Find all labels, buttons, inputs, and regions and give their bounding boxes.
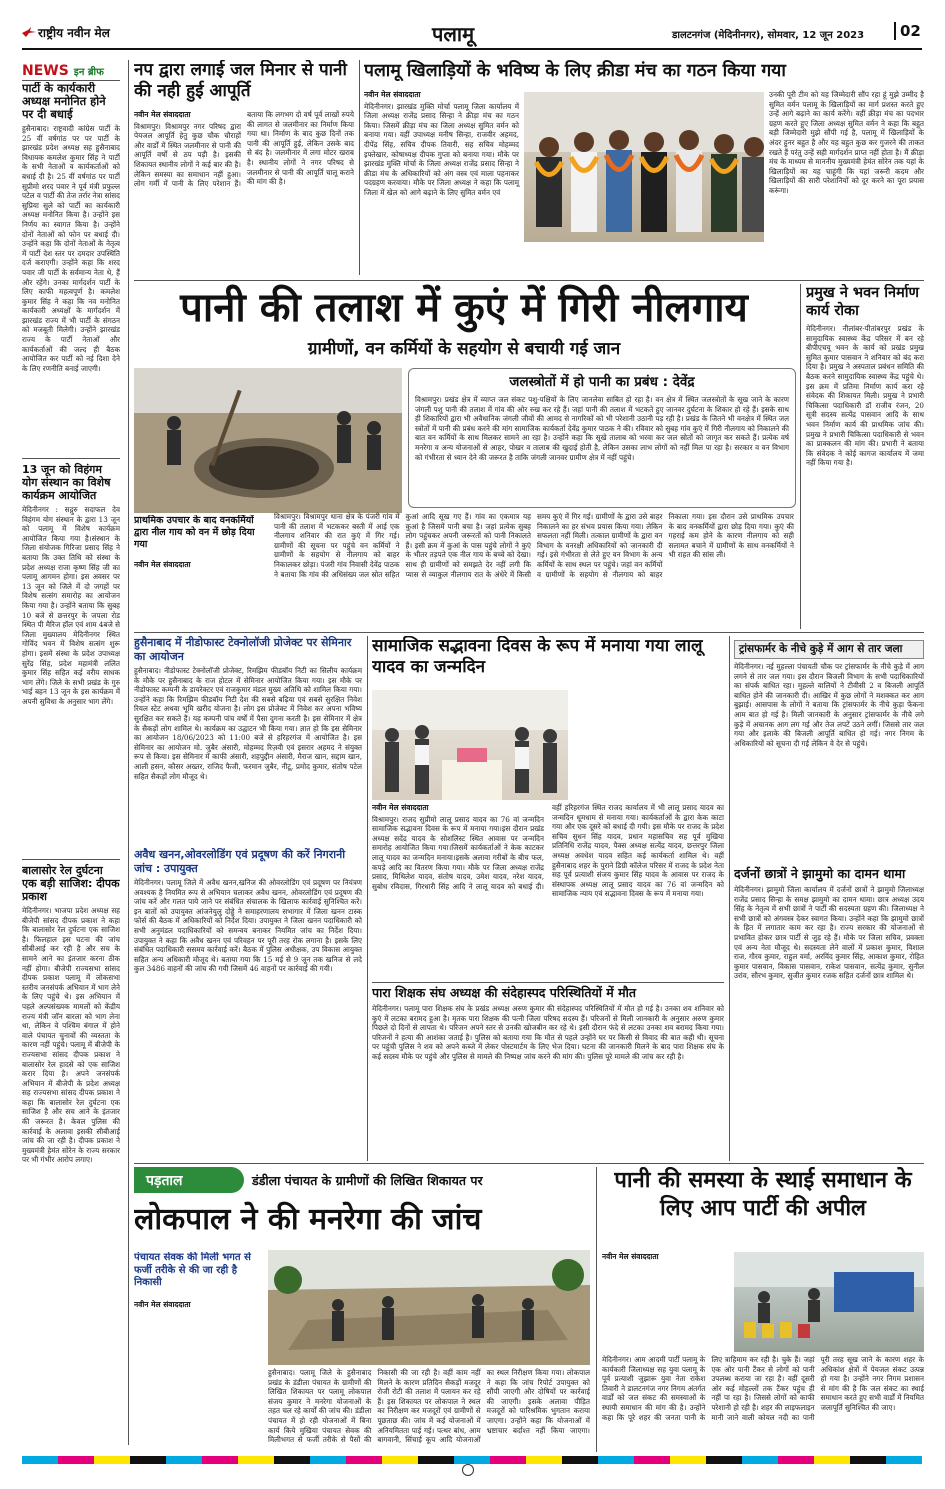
padtal-banner bbox=[134, 1167, 592, 1195]
brief-body-ncp: हुसैनाबाद। राष्ट्रवादी कांग्रेस पार्टी के 25 वीं वर्षगांठ पर पर पार्टी के झारखंड प्रदेश अध्यक्ष सह हुसैनाबाद विधायक कमलेश कुमार सिंह ने पार्टी के सभी नेताओं व कार्यकर्ताओं को बधाई दी है। 25 वीं वर्षगांठ पर पार्टी सुप्रीमो शरद पवार ने पूर्व मंत्री प्रफुल्ल पटेल व पार्टी की तेज तर्रार नेत्रा सांसद सुप्रिया सुले को पार्टी का कार्यकारी अध्यक्ष मनोनित किया है। उन्होंने इस निर्णय का स्वागत किया है। उन्होंने दोनों नेताओं को फोन पर बधाई दी। उन्होंने कहा कि दोनों नेताओं के नेतृत्व में पार्टी देश स्तर पर दमदार उपस्थिति दर्ज कराएगी। उन्होंने कहा कि शरद पवार जी पार्टी के सर्वमान्य नेता थे, हैं और रहेंगे। उनका मार्गदर्शन पार्टी के लिए काफी महत्वपूर्ण है। कमलेश कुमार सिंह ने कहा कि नव मनोनित कार्यकारी अध्यक्षों के मार्गदर्शन में झारखंड राज्य में भी पार्टी के संगठन को मजबूती मिलेगी। उन्होंने झारखंड राज्य के पार्टी नेताओं और कार्यकर्ताओं की जल्द ही बैठक आयोजित कर पार्टी को नई दिशा देने के लिए रणनीति बनाई जाएगी। bbox=[22, 124, 120, 373]
story-transformer bbox=[734, 640, 924, 1160]
well-rescue-photo bbox=[134, 368, 402, 513]
headline: सामाजिक सद्भावना दिवस के रूप में मनाया गया लालू यादव का जन्मदिन bbox=[372, 636, 703, 677]
brief-headline-balasore: बालासोर रेल दुर्घटना एक बड़ी साजिश: दीपक प्रकाश bbox=[22, 864, 120, 903]
column-rule bbox=[596, 1167, 597, 1452]
print-color-bar bbox=[22, 1456, 922, 1464]
masthead bbox=[22, 18, 922, 50]
bird-logo-icon bbox=[22, 27, 36, 37]
column-rule bbox=[367, 636, 368, 1161]
lead-subhead: ग्रामीणों, वन कर्मियों के सहयोग से बचायी गई जान bbox=[307, 339, 621, 359]
divider bbox=[134, 632, 924, 633]
headline: पारा शिक्षक संघ अध्यक्ष की संदेहास्पद परिस्थितियों में मौत bbox=[372, 985, 636, 1000]
headline-jmm: दर्जनों छात्रों ने झामुमो का दामन थामा bbox=[734, 866, 906, 881]
story-aap-header bbox=[602, 1167, 924, 1249]
story-body-jmm: मेदिनीनगर। झामुमो जिला कार्यालय में दर्जनों छात्रों ने झामुमो जिलाध्यक्ष राजेंद्र प्रसाद सिन्हा के समक्ष झामुमो का दामन थामा। छात्र अध्यक्ष उदय सिंह के नेतृत्व में सभी छात्रों ने पार्टी की सदस्यता ग्रहण की। जिलाध्यक्ष ने सभी छात्रों को अंगवस्त्र देकर स्वागत किया। उन्होंने कहा कि झामुमो छात्रों के हित में लगातार काम कर रहा है। राज्य सरकार की योजनाओं से प्रभावित होकर छात्र पार्टी से जुड़ रहे हैं। मौके पर जिला सचिव, प्रवक्ता एवं अन्य नेता मौजूद थे। सदस्यता लेने वालों में प्रकाश कुमार, विशाल राज, गौरव कुमार, राहुल वर्मा, अरविंद कुमार सिंह, आकाश कुमार, रोहित कुमार पासवान, विकास पासवान, राकेश पासवान, सत्येंद्र कुमार, सुनील उरांव, सौरभ कुमार, सुजीत कुमार रजक सहित दर्जनों छात्र शामिल थे। bbox=[734, 885, 924, 981]
story-body: मेदिनीनगर। नई मुहल्ला पंचायती चौक पर ट्रांसफार्मर के नीचे कुड़े में आग लगने से तार जल गया। इस दौरान बिजली विभाग के सभी पदाधिकारियों का संपर्क बाधित रहा। मुहल्ले वालियों ने टीवीसी 2 व बिजली आपूर्ति बाधित होने की जानकारी दी। आखिर में कुछ लोगों ने मशक्कत कर आग बुझाई। आसपास के लोगों ने बताया कि ट्रांसफार्मर के नीचे कुड़ा फेंकना आम बात हो गई है। मिली जानकारी के अनुसार ट्रांसफार्मर के नीचे लगे कुड़े में अचानक आग लग गई और तेज लपटें उठने लगीं। जिससे तार जल गया और इलाके की बिजली आपूर्ति बाधित हो गई। नगर निगम के अधिकारियों को सूचना दी गई लेकिन वे देर से पहुंचे। bbox=[734, 662, 924, 748]
body-text: विश्रामपुर। विश्रामपुर नगर परिषद द्वारा पेयजल आपूर्ति हेतु कुछ चौक चौराहों और वार्डों में स्थित जलमीनार से पानी की आपूर्ति वर्षों से ठप पड़ी है। इसकी शिकायत स्थानीय लोगों ने कई बार की है। लेकिन समस्या का समाधान नहीं हुआ। लोग गर्मी में पानी के लिए परेशान हैं। बताया कि लगभग दो वर्ष पूर्व लाखों रुपये की लागत से जलमीनार का निर्माण किया गया था। निर्माण के बाद कुछ दिनों तक पानी की आपूर्ति हुई, लेकिन उसके बाद से बंद है। जलमीनार में लगा मोटर खराब है। स्थानीय लोगों ने नगर परिषद से जलमीनार से पानी की आपूर्ति चालू कराने की मांग की है। bbox=[134, 110, 354, 189]
birthday-photo bbox=[372, 690, 568, 800]
brief-headline-vihangam: 13 जून को विहंगम योग संस्थान का विशेष कार्यक्रम आयोजित bbox=[22, 463, 111, 502]
lalu-body bbox=[372, 803, 724, 981]
manrega-site-photo-art bbox=[268, 1250, 590, 1365]
lalu-side-text bbox=[572, 640, 724, 830]
box-body: विश्रामपुर। प्रखंड क्षेत्र में व्याप्त जल संकट पशु-पक्षियों के लिए जानलेवा साबित हो रहा है। वन क्षेत्र में स्थित जलस्त्रोतों के सूख जाने के कारण जंगली पशु पानी की तलाश में गांव की ओर रुख कर रहे हैं। जहां पानी की तलाश में भटकते हुए जानवर दुर्घटना के शिकार हो रहे हैं। इसके साथ ही शिकारियों द्वारा भी अवैधानिक जंगली जीवों की आमद से नागरिकों को भी परेशानी उठानी पड़ रही है। प्रखंड के जितने भी वनक्षेत्र में स्थित जल स्त्रोतों में पानी की प्रबंध करने की मांग सामाजिक कार्यकर्ता देवेंद्र कुमार पाठक ने की। रविवार को सुबह गांव कुएं में गिरी नीलगाय को निकालने की बात वन कर्मियों के साथ मिलकर सामने आ रहा है। उन्होंने कहा कि सूखे तालाब को भरवा कर जल स्रोतों को जागृत कर सकते हैं। प्रत्येक वर्ष मनरेगा व अन्य योजनाओं से आहर, पोखर व तालाब की खुदाई होती है, लेकिन उसका लाभ लोगों को नहीं मिल पा रहा है। सरकार व वन विभाग को गंभीरता से ध्यान देने की जरूरत है ताकि जंगली जानवर ग्रामीण क्षेत्र में नहीं पहुंचे। bbox=[415, 395, 789, 462]
lokpal-body: हुसैनाबाद। पलामू जिले के हुसैनाबाद प्रखंड के डंडीला पंचायत के ग्रामीणों की लिखित शिकायत पर पलामू लोकपाल संजय कुमार ने मनरेगा योजनाओं के तहत चल रहे कार्यों की जांच की। डंडीला पंचायत में हो रही योजनाओं में बिना कार्य किये मुखिया पंचायत सेवक की मिलीभगत से फर्जी तरीके से पैसों की निकासी की जा रही है। वहीं काम नहीं मिलने के कारण प्रतिदिन सैकड़ों मजदूर रोजी रोटी की तलाश में पलायन कर रहे हैं। इस शिकायत पर लोकपाल ने स्थल का निरीक्षण कर मजदूरों एवं ग्रामीणों से पूछताछ की। जांच में कई योजनाओं में अनियमितता पाई गई। पत्थर बांध, आम बागवानी, सिंचाई कूप आदि योजनाओं का स्थल निरीक्षण किया गया। लोकपाल ने कहा कि जांच रिपोर्ट उपायुक्त को सौंपी जाएगी और दोषियों पर कार्रवाई की जाएगी। इसके अलावा पीड़ित मजदूरों को पारिश्रमिक भुगतान कराया जाएगा। उन्होंने कहा कि योजनाओं में भ्रष्टाचार बर्दाश्त नहीं किया जाएगा। bbox=[268, 1368, 590, 1445]
lead-photo-caption: प्राथमिक उपचार के बाद वनकर्मियों द्वारा नील गाय को वन में छोड़ दिया गया bbox=[134, 515, 255, 550]
newspaper-logo bbox=[22, 24, 110, 41]
story-body: मेदिनीनगर। नीलांबर-पीतांबरपुर प्रखंड के सामुदायिक स्वास्थ्य केंद्र परिसर में बन रहे बीपीएचयू भवन के कार्य को प्रखंड प्रमुख सुमित कुमार पासवान ने शनिवार को बंद करा दिया है। प्रमुख ने अस्पताल प्रबंधन समिति की बैठक करने सामुदायिक स्वास्थ्य केंद्र पहुंचे थे। इस क्रम में प्रतिमा निर्माण कार्य करा रहे संवेदक की शिकायत मिली। प्रमुख ने प्रभारी चिकित्सा पदाधिकारी डॉ राजीव रंजन, 20 सूत्री सदस्य सत्येंद्र पासवान आदि के साथ भवन निर्माण कार्य की प्राथमिक जांच की। प्रमुख ने प्रभारी चिकित्सा पदाधिकारी से भवन का प्राक्कलन की मांग की। प्रभारी ने बताया कि संवेदक ने कोई कागज कार्यालय में जमा नहीं किया गया है। bbox=[806, 324, 924, 468]
lokpal-subheadline: पंचायत सेवक की मिली भगत से फर्जी तरीके से की जा रही है निकासी bbox=[134, 1252, 251, 1288]
byline: नवीन मेल संवाददाता bbox=[602, 1252, 659, 1261]
body-text: मेदिनीनगर। झारखंड मुक्ति मोर्चा पलामू जिला कार्यालय में जिला अध्यक्ष राजेंद्र प्रसाद सिन्हा ने क्रीड़ा मंच का गठन किया। जिसमें क्रीड़ा मंच का जिला अध्यक्ष सुमित वर्मन को बनाया गया। वहीं उपाध्यक्ष मनीष सिन्हा, राजवीर अहमद, दीपेंद्र सिंह, सचिव दीपक तिवारी, सह सचिव मोहम्मद इफ्तेखार, कोषाध्यक्ष दीपक गुप्ता को बनाया गया। मौके पर झारखंड मुक्ति मोर्चा के जिला अध्यक्ष राजेंद्र प्रसाद सिन्हा ने क्रीडा मंच के अधिकारियों को अंग वस्त्र एवं माला पहनाकर पदग्रहण करवाया। मौके पर जिला अध्यक्ष ने कहा कि पलामू जिला में खेल को आगे बढ़ाने के लिए सुमित वर्मन एवं bbox=[364, 101, 519, 197]
lokpal-body-start bbox=[134, 1300, 264, 1450]
column-rule bbox=[359, 60, 360, 275]
story-body bbox=[134, 110, 354, 270]
byline: नवीन मेल संवाददाता bbox=[134, 1300, 191, 1309]
headline: प्रमुख ने भवन निर्माण कार्य रोका bbox=[806, 285, 919, 319]
lokpal-big-headline: लोकपाल ने की मनरेगा की जांच bbox=[134, 1202, 482, 1237]
column-rule bbox=[800, 284, 801, 629]
divider bbox=[134, 1163, 924, 1164]
story-body: मेदिनीनगर। पलामू पारा शिक्षक संघ के प्रखंड अध्यक्ष अरुण कुमार की संदेहास्पद परिस्थितियों में मौत हो गई है। उनका शव शनिवार को कुएं में लटका बरामद हुआ है। मृतक पारा शिक्षक की पत्नी जिला परिषद सदस्य हैं। परिजनों से मिली जानकारी के अनुसार अरुण कुमार पिछले दो दिनों से लापता थे। परिजन अपने स्तर से उनकी खोजबीन कर रहे थे। इसी दौरान फंदे से लटका उनका शव बरामद किया गया। परिजनों ने हत्या की आशंका जताई है। पुलिस को बताया गया कि मौत से पहले उन्होंने घर पर किसी से विवाद की बात कही थी। सूचना पर पहुंची पुलिस ने शव को अपने कब्जे में लेकर पोस्टमार्टम के लिए भेज दिया। घटना की जानकारी मिलने के बाद पारा शिक्षक संघ के कई सदस्य मौके पर पहुंचे और पुलिस से मामले की निष्पक्ष जांच करने की मांग की। पुलिस पूरे मामले की जांच कर रही है। bbox=[372, 1004, 724, 1061]
headline: अवैध खनन,ओवरलोडिंग एवं प्रदूषण की करें निगरानी जांच : उपायुक्त bbox=[134, 848, 346, 875]
players-group-photo bbox=[524, 92, 764, 242]
manrega-site-photo bbox=[268, 1250, 590, 1365]
box-devendra bbox=[408, 368, 796, 508]
story-para-teacher bbox=[372, 985, 724, 1160]
column-rule bbox=[729, 636, 730, 1161]
brief-body-vihangam: मेदिनीनगर : सद्गुरु सदाफल देव विहंगम योग संस्थान के द्वारा 13 जून को पलामू में विशेष कार्यक्रम आयोजित किया गया है।संस्थान के जिला संयोजक गिरिजा प्रसाद सिंह ने बताया कि उक्त तिथि को संस्था के प्रदेश अध्यक्ष राजा कृष्ण सिंह जी का पलामू आगमन होगा। इस अवसर पर 13 जून को जिले में दो जगहों पर विशेष सत्संग समारोह का आयोजन किया गया है। उन्होंने बताया कि सुबह 10 बजे से छत्तरपुर के जपला रोड स्थित पी मैरिज हॉल एवं शाम 4बजे से जिला मुख्यालय मेदिनीनगर स्थित गोविंद भवन में विशेष सत्संग शुरू होगा। इसमें संस्था के प्रदेश उपाध्यक्ष सुरेंद्र सिंह, प्रदेश महामंत्री ललित कुमार सिंह सहित कई वरीय साधक भाग लेंगे। जिले के सभी प्रखंड के गुरु भाई बहन 13 जून के इस कार्यक्रम में अपनी सुविधा के अनुसार भाग लेंगे। bbox=[22, 505, 120, 706]
aap-body bbox=[602, 1300, 924, 1450]
brief-headline-ncp: पार्टी के कार्यकारी अध्यक्ष मनोनित होने पर दी बधाई bbox=[22, 82, 106, 121]
story-jal-minar bbox=[134, 60, 354, 275]
body-text: विश्रामपुर। राजद सुप्रीमो लालू प्रसाद यादव का 76 वां जन्मदिन सामाजिक सद्भावना दिवस के रूप में मनाया गया।इस दौरान प्रखंड अध्यक्ष सदेंद्र यादव के सोशलिस्ट स्थित आवास पर जन्मदिन समारोह आयोजित किया गया।जिसमें कार्यकर्ताओं ने केक काटकर लालू यादव का जन्मदिन मनाया।इसके अलावा गरीबों के बीच फल, कपड़े आदि का वितरण किया गया। मौके पर जिला अध्यक्ष राजेंद्र प्रसाद, मिथिलेश यादव, संतोष यादव, उमेश यादव, नरेश यादव, सुबोध रविदास, गिरधारी सिंह आदि ने लालू यादव को बधाई दी। वहीं हरिहरगंज स्थित राजद कार्यालय में भी लालू प्रसाद यादव का जन्मदिन धूमधाम से मनाया गया। कार्यकर्ताओं के द्वारा केक काटा गया और एक दूसरे को बधाई दी गयी। इस मौके पर राजद के प्रदेश सचिव सुधन सिंह यादव, प्रधान महासचिव सह पूर्व मुखिया प्रतिनिधि राजेंद्र यादव, पैक्स अध्यक्ष सत्येंद्र यादव, छत्तरपुर जिला अध्यक्ष अवधेश यादव सहित कई कार्यकर्ता शामिल थे। वहीं हुसैनाबाद शहर के पुराने डिग्री कॉलेज परिसर में राजद के प्रदेश नेता सह पूर्व प्रत्याशी संजय कुमार सिंह यादव के आवास पर राजद के संस्थापक अध्यक्ष लालू प्रसाद यादव का 76 वां जन्मदिन को सामाजिक न्याय एवं सद्भावना दिवस के रूप में मनाया गया। bbox=[372, 803, 724, 899]
divider bbox=[372, 982, 724, 983]
story-pramukh-bhavan bbox=[806, 284, 924, 629]
edition-date: डालटनगंज (मेदिनीनगर), सोमवार, 12 जून 2023 bbox=[672, 30, 865, 41]
story-body-right: उनकी पूरी टीम को यह जिम्मेदारी सौंप रहा हूं मुझे उम्मीद है सुमित वर्मन पलामू के खिलाड़ियों का मार्ग प्रशस्त करते हुए उन्हें आगे बढ़ाने का कार्य करेंगे। वहीं क्रीड़ा मंच का पदभार ग्रहण करते हुए जिला अध्यक्ष सुमित वर्मन ने कहा कि बहुत बड़ी जिम्मेदारी मुझे सौंपी गई है, पलामू में खिलाड़ियों के अंदर हुनर बहुत है और यह बहुत कुछ कर गुजरने की ताकत रखते हैं परंतु उन्हें सही मार्गदर्शन प्राप्त नहीं होता है। मैं क्रीड़ा मंच के माध्यम से माननीय मुख्यमंत्री हेमंत सोरेन तक यहां के खिलाड़ियों का यह चाहूंगी कि यहां जरूरी कदम और खिलाड़ियों की सारी परेशानियों को दूर करने का पूरा प्रयास करूंगा। bbox=[769, 90, 924, 195]
story-body: हुसैनाबाद। नीडोफास्ट टेक्नोलॉजी प्रोजेक्ट, रिमझिम फीडबॉय निटी का सिलीय कार्यक्रम के मौके पर हुसैनाबाद के राज होटल में सेमिनार आयोजित किया गया। इस मौके पर नीडोफास्ट कम्पनी के डायरेक्टर एवं राजकुमार मंडल मुख्य अतिथि को शामिल किया गया। उन्होंने कहा कि रिमझिम फीडबॉय निटी देश की सबसे बढ़िया एवं सबसे सुरक्षित निवेश रियल स्टेट अथवा भूमि खरीद योजना है। लोग इस प्रोजेक्ट में निवेश कर अपना भविष्य सुरक्षित कर सकते हैं। यह कम्पनी पांच वर्षों में पैसा दुगना करती है। इस सेमिनार में क्षेत्र के सैकड़ों लोग शामिल थे। कार्यक्रम का उद्घाटन भी किया गया। ज्ञात हो कि इस सेमिनार का आयोजन 18/06/2023 को 11:00 बजे से हरिहरगंज में आयोजित है। इस सेमिनार का आयोजन मो. जुबैर अंसारी, मोहम्मद रिज़वी एवं इसरार अहमद ने संयुक्त रूप से किया। इस सेमिनार में काफी अंसारी, शहपुद्दीन अंसारी, मैराज खान, सद्दाम खान, आली हसन, कौसर अख्तर, राजिद फैजी, फरमान जुबैर, नीटू, प्रमोद कुमार, संतोष पटेल सहित सैकड़ों लोग मौजूद थे। bbox=[134, 666, 362, 781]
headline: हुसैनाबाद में नीडोफास्ट टेक्नोलॉजी प्रोजेक्ट पर सेमिनार का आयोजन bbox=[134, 636, 352, 663]
masthead-rule bbox=[22, 48, 922, 50]
story-seminar bbox=[134, 636, 362, 844]
byline: नवीन मेल संवाददाता bbox=[134, 110, 191, 119]
story-illegal-mining bbox=[134, 848, 362, 1136]
divider bbox=[22, 859, 120, 860]
in-brief-label: इन ब्रीफ bbox=[73, 67, 104, 78]
page-number: 02 bbox=[894, 22, 921, 40]
divider bbox=[134, 280, 924, 281]
registration-mark-icon bbox=[462, 1464, 474, 1476]
lead-story-header bbox=[134, 284, 794, 380]
padtal-label: पड़ताल bbox=[146, 1173, 183, 1189]
byline: नवीन मेल संवाददाता bbox=[364, 90, 421, 99]
lead-story-body: विश्रामपुर। विश्रामपुर थाना क्षेत्र के पंजरी गांव में पानी की तलाश में भटककर बस्ती में आई एक नीलगाय शनिवार की रात कुएं में गिर गई। ग्रामीणों की सूचना पर पहुंचे वन कर्मियों ने ग्रामीणों के सहयोग से नीलगाय को बाहर निकालकर छोड़ा। पंजरी गांव निवासी देवेंद्र पाठक ने बताया कि गांव की अधिसंख्य जल स्रोत सहित कुआं आदि सूख गए हैं। गांव का एकमात्र यह कुआं है जिसमें पानी बचा है। जहां प्रत्येक सुबह लोग पहुंचकर अपनी जरूरतों को पानी निकालते हैं। इसी क्रम में कुआं के पास पहुंचे लोगों ने कुएं के भीतर तड़पते एक नील गाय के बच्चे को देखा। साथ ही ग्रामीणों को समझते देर नहीं लगी कि प्यास से व्याकुल नीलगाय रात के अंधेरे में किसी समय कुएं में गिर गई। ग्रामीणों के द्वारा उसे बाहर निकालने का हर संभव प्रयास किया गया। लेकिन सफलता नहीं मिली। तत्काल ग्रामीणों के द्वारा वन विभाग के वनरक्षी अधिकारियों को जानकारी दी गई। इसे गंभीरता से लेते हुए वन विभाग के अन्य कर्मियों के साथ स्थल पर पहुंचे। जहां वन कर्मियों व ग्रामीणों के सहयोग से नीलगाय को बाहर निकाला गया। इस दौरान उसे प्राथमिक उपचार के बाद वनकर्मियों द्वारा छोड़ दिया गया। कुएं की गहराई कम होने के कारण नीलगाय को सही सलामत बचाने में ग्रामीणों के साथ वनकर्मियों ने भी राहत की सांस ली। bbox=[274, 512, 794, 579]
group-photo bbox=[524, 92, 764, 242]
headline: ट्रांसफार्मर के नीचे कुड़े में आग से तार जला bbox=[734, 640, 924, 659]
banner-headline: डंडीला पंचायत के ग्रामीणों की लिखित शिकायत पर bbox=[252, 1173, 483, 1188]
divider bbox=[22, 80, 120, 81]
story-krida-manch bbox=[364, 60, 924, 278]
story-body: मेदिनीनगर। पलामू जिले में अवैध खनन,खनिज की ओवरलोडिंग एवं प्रदूषण पर नियंत्रण अवश्यक है नियमित रूप से अभियान चलाकर अवैध खनन, ओवरलोडिंग एवं प्रदूषण की जांच करें और गलत पाये जाने पर संबंधित संचालक के खिलाफ कार्रवाई सुनिश्चित करें। इन बातों को उपायुक्त आंजनेयुलु दोड्डे ने समाहरणालय सभागार में जिला खनन टास्क फोर्स की बैठक में अधिकारियों को निर्देश दिया। उपायुक्त ने जिला खनन पदाधिकारी को सभी अनुमंडल पदाधिकारियों को समन्वय बनाकर नियमित जांच का निर्देश दिया। उपायुक्त ने कहा कि अवैध खनन एवं परिवहन पर पूरी तरह रोक लगाना है। इसके लिए संबंधित पदाधिकारी ससमय कार्रवाई करें। बैठक में पुलिस अधीक्षक, उप विकास आयुक्त सहित अन्य अधिकारी मौजूद थे। बताया गया कि 15 मई से 9 जून तक खनिज से लदे कुल 3486 वाहनों की जांच की गयी जिसमें 46 वाहनों पर कार्रवाई की गयी। bbox=[134, 878, 362, 974]
cake-cutting-photo-art bbox=[372, 690, 568, 800]
box-headline: जलस्त्रोतों में हो पानी का प्रबंध : देवेंद्र bbox=[509, 374, 695, 390]
divider bbox=[22, 458, 120, 459]
lead-headline: पानी की तलाश में कुएं में गिरी नीलगाय bbox=[180, 285, 748, 331]
story-body-left bbox=[364, 90, 519, 275]
page-section-name: पलामू bbox=[432, 22, 475, 46]
news-brief-tag bbox=[22, 60, 120, 80]
left-brief-column bbox=[22, 82, 120, 1452]
news-label: NEWS bbox=[22, 63, 69, 79]
brief-body-balasore: मेदिनीनगर। भाजपा प्रदेश अध्यक्ष सह बीजेपी सांसद दीपक प्रकाश ने कहा कि बालासोर रेल दुर्घटना एक साजिश है। फिलहाल इस घटना की जांच सीबीआई कर रही है और सच के सामने आने का इंतजार करना ठीक नहीं होगा। बीजेपी राज्यसभा सांसद दीपक प्रकाश पलामू में लोकसभा स्तरीय जनसंपर्क अभियान में भाग लेने के लिए पहुंचे थे। इस अभियान में पहले अल्पसंख्यक मामलों को केंद्रीय राज्य मंत्री जॉन बारला को भाग लेना था, लेकिन वे पश्चिम बंगाल में होने वाले पंचायत चुनावों की व्यस्तता के कारण नहीं पहुंचे। पलामू में बीजेपी के राज्यसभा सांसद दीपक प्रकाश ने बालासोर रेल हादसे को एक साजिश करार दिया है। अपने जनसंपर्क अभियान में बीजेपी के प्रदेश अध्यक्ष सह राज्यसभा सांसद दीपक प्रकाश ने कहा कि बालासोर रेल दुर्घटना एक साजिश है और सच आने के इंतजार की जरूरत है। केवल पुलिस की कार्रवाई के अलावा इसकी सीबीआई जांच की जा रही है। दीपक प्रकाश ने मुख्यमंत्री हेमंत सोरेन के राज्य सरकार पर भी गंभीर आरोप लगाए। bbox=[22, 906, 120, 1165]
well-rescue-photo-art bbox=[134, 368, 402, 513]
headline: पलामू खिलाड़ियों के भविष्य के लिए क्रीडा मंच का गठन किया गया bbox=[364, 61, 786, 81]
logo-text: राष्ट्रीय नवीन मेल bbox=[38, 26, 110, 40]
headline: पानी की समस्या के स्थाई समाधान के लिए आप पार्टी की अपील bbox=[614, 1168, 912, 1221]
body-text: मेदिनीनगर। आम आदमी पार्टी पलामू के कार्यकारी जिलाध्यक्ष सह युवा पलामू के पूर्व प्रत्याशी जुझारू युवा नेता राकेश तिवारी ने डालटनगंज नगर निगम अंतर्गत वार्डों को जल संकट की समस्याओं के स्थायी समाधान की मांग की है। उन्होंने कहा कि पूरे शहर की जनता पानी के लिए त्राहिमाम कर रही है। चुके हैं। जहां एक ओर पानी टैंकर से लोगों को पानी उपलब्ध कराया जा रहा है। वहीं दूसरी ओर कई मोहल्लों तक टैंकर पहुंच ही नहीं पा रहा है। जिससे लोगों को काफी परेशानी हो रही है। शहर की लाइफलाइन मानी जाने वाली कोयल नदी का पानी पूरी तरह सूख जाने के कारण शहर के अधिकांश क्षेत्रों में पेयजल संकट उत्पन्न हो गया है। उन्होंने नगर निगम प्रशासन से मांग की है कि जल संकट का स्थाई समाधान करते हुए सभी वार्डों में नियमित जलापूर्ति सुनिश्चित की जाए। bbox=[602, 1355, 924, 1422]
column-rule bbox=[128, 60, 129, 1445]
byline: नवीन मेल संवाददाता bbox=[372, 803, 429, 812]
headline: नप द्वारा लगाई जल मिनार से पानी की नही हुई आपूर्ति bbox=[134, 60, 347, 101]
byline: नवीन मेल संवाददाता bbox=[134, 560, 191, 569]
